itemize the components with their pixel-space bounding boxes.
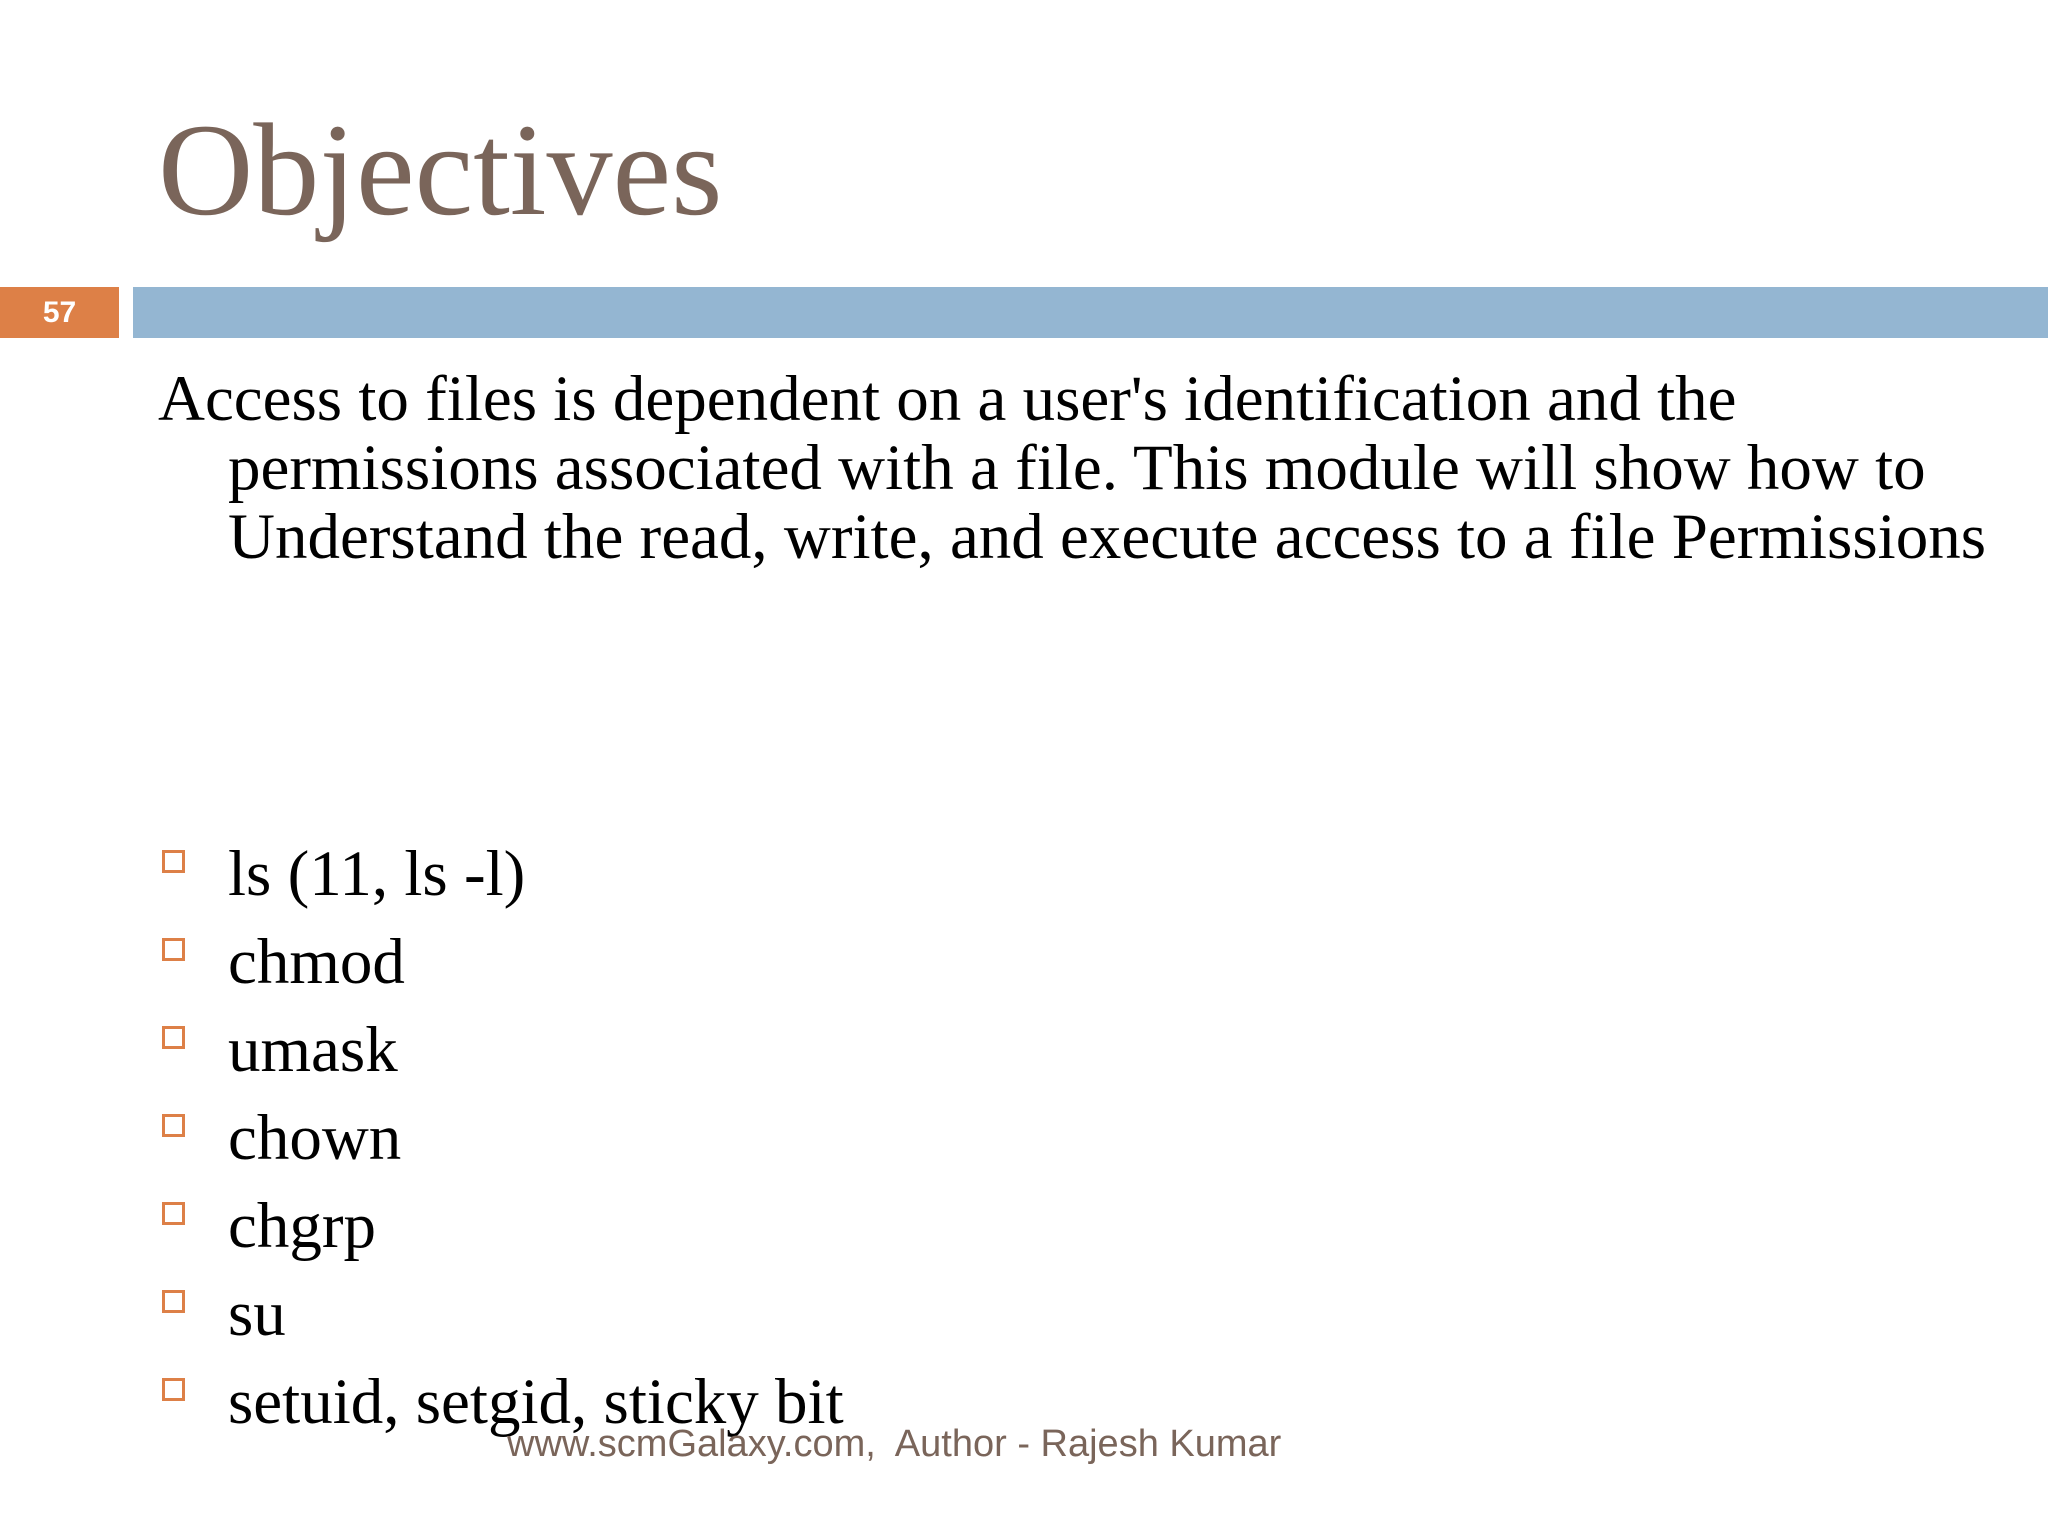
square-bullet-icon: [162, 1290, 185, 1313]
footer-credit: www.scmGalaxy.com, Author - Rajesh Kumar: [507, 1423, 1282, 1465]
list-item: [158, 1006, 844, 1094]
header-bar: [133, 287, 2048, 338]
list-item-label: setuid, setgid, sticky bit: [228, 1366, 844, 1438]
square-bullet-icon: [162, 1026, 185, 1049]
list-item-label: ls (11, ls -l): [228, 838, 526, 910]
square-bullet-icon: [162, 1202, 185, 1225]
slide-title: Objectives: [158, 96, 723, 243]
list-item: [158, 918, 844, 1006]
square-bullet-icon: [162, 938, 185, 961]
list-item-label: su: [228, 1278, 286, 1350]
command-list: [158, 830, 844, 1446]
intro-paragraph: Access to files is dependent on a user's identification and the permissions associated with a file. This module will show how to Understand the read, write, and execute access to a file Permissions: [158, 363, 1986, 573]
list-item: [158, 1270, 844, 1358]
list-item-label: chown: [228, 1102, 402, 1174]
list-item-label: chmod: [228, 926, 405, 998]
list-item: [158, 1182, 844, 1270]
square-bullet-icon: [162, 1114, 185, 1137]
slide-number: 57: [0, 287, 119, 338]
list-item-label: chgrp: [228, 1190, 376, 1262]
square-bullet-icon: [162, 1378, 185, 1401]
square-bullet-icon: [162, 850, 185, 873]
list-item-label: umask: [228, 1014, 398, 1086]
list-item: [158, 1094, 844, 1182]
list-item: [158, 830, 844, 918]
